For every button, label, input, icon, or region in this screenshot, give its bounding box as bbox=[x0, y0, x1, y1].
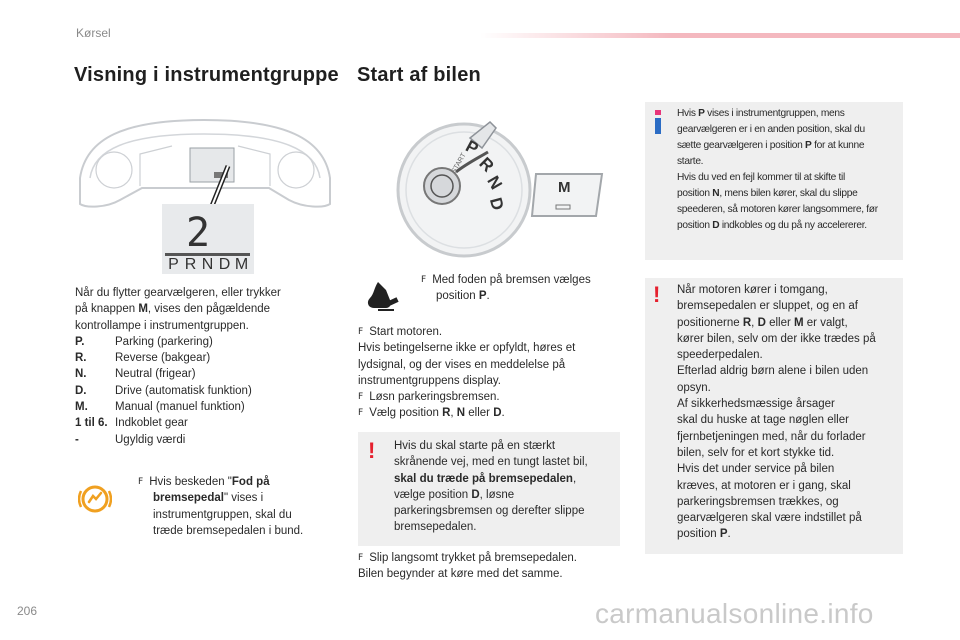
warning-bold: R bbox=[742, 316, 752, 329]
warning-line: Hvis du skal starte på en stærkt bbox=[394, 440, 556, 452]
warning-line: positionerne bbox=[677, 316, 743, 329]
selector-letter: D bbox=[485, 195, 508, 213]
gear-digit-display: 2 bbox=[186, 210, 211, 256]
warning-line: bremsepedalen. bbox=[394, 521, 477, 534]
info-bold: P bbox=[805, 140, 812, 151]
gear-key: - bbox=[75, 433, 79, 446]
bullet: F bbox=[358, 408, 364, 419]
info-bold: P bbox=[698, 108, 705, 119]
bullet: F bbox=[421, 275, 427, 285]
gear-label: Manual (manuel funktion) bbox=[115, 401, 245, 414]
info-icon bbox=[655, 118, 661, 134]
info-icon-dot bbox=[655, 110, 661, 115]
warning-line: bremsepedalen er sluppet, og en af bbox=[677, 300, 858, 313]
idle-warning-box bbox=[645, 278, 903, 554]
info-line: speederen, så motoren kører langsommere, før bbox=[677, 204, 878, 215]
info-line: , mens bilen kører, skal du slippe bbox=[719, 188, 858, 199]
title-display: Visning i instrumentgruppe bbox=[74, 64, 339, 86]
warning-line: , bbox=[751, 316, 758, 329]
step-text: Med foden på bremsen vælges bbox=[432, 274, 591, 286]
info-bold: D bbox=[712, 220, 720, 231]
step-text: Løsn parkeringsbremsen. bbox=[369, 391, 500, 404]
selector-letter: R bbox=[475, 153, 498, 176]
intro-text: , vises den pågældende bbox=[147, 303, 271, 316]
warning-line: , løsne bbox=[479, 488, 515, 501]
step-text: Hvis betingelserne ikke er opfyldt, høres et bbox=[358, 342, 576, 355]
info-line: starte. bbox=[677, 156, 704, 167]
warning-line: , bbox=[572, 472, 577, 485]
intro-paragraph bbox=[75, 285, 315, 334]
warning-line: parkeringsbremsen trækkes, og bbox=[677, 495, 839, 508]
warning-line: er valgt, bbox=[803, 316, 848, 329]
info-line: vises i instrumentgruppen, mens bbox=[704, 108, 845, 119]
step-bold: P bbox=[478, 290, 487, 303]
step-text: eller bbox=[465, 407, 494, 420]
gear-key: D. bbox=[75, 384, 87, 397]
start-label: START bbox=[450, 152, 468, 175]
gear-selector-illustration bbox=[396, 112, 532, 264]
selector-letter: N bbox=[483, 172, 506, 193]
gear-letter: P bbox=[165, 253, 182, 274]
slope-warning-text bbox=[394, 438, 616, 536]
info-line: gearvælgeren er i en anden position, skal du bbox=[677, 124, 865, 135]
note-bold: bremsepedal bbox=[153, 492, 224, 505]
info-bold: N bbox=[712, 188, 720, 199]
brake-pedal-warning-icon bbox=[78, 482, 112, 516]
note-bold: Fod på bbox=[231, 476, 270, 488]
gear-label: Neutral (frigear) bbox=[115, 368, 196, 381]
foot-brake-step bbox=[421, 272, 621, 305]
gear-row bbox=[75, 366, 315, 382]
gear-label: Reverse (bakgear) bbox=[115, 352, 211, 365]
warning-bold: skal du træde på bremsepedalen bbox=[394, 472, 573, 485]
warning-bold: D bbox=[471, 488, 480, 501]
warning-line: parkeringsbremsen og derefter slippe bbox=[394, 505, 585, 518]
brake-message-note bbox=[138, 474, 328, 539]
warning-bold: M bbox=[794, 316, 804, 329]
gear-key: P. bbox=[75, 335, 85, 348]
bullet: F bbox=[138, 477, 144, 487]
gear-row bbox=[75, 350, 315, 366]
step-bold: D bbox=[493, 407, 502, 420]
gear-key: R. bbox=[75, 352, 87, 365]
gear-letter: R bbox=[182, 253, 199, 274]
release-brake-step bbox=[358, 550, 623, 583]
intro-key: M bbox=[138, 303, 148, 316]
info-line: position bbox=[677, 220, 713, 231]
warning-line: Når motoren kører i tomgang, bbox=[677, 284, 828, 296]
note-text: " vises i bbox=[223, 492, 264, 505]
gear-label: Parking (parkering) bbox=[115, 335, 213, 348]
start-steps bbox=[358, 324, 623, 422]
step-text: instrumentgruppens display. bbox=[358, 374, 501, 387]
warning-line: vælge position bbox=[394, 488, 472, 501]
step-text: position bbox=[436, 290, 479, 303]
info-line: Hvis bbox=[677, 108, 699, 119]
warning-line: skrånende vej, med en tungt lastet bil, bbox=[394, 456, 588, 469]
gear-key: M. bbox=[75, 401, 88, 414]
warning-bold: D bbox=[757, 316, 766, 329]
warning-icon: ! bbox=[368, 438, 376, 463]
warning-line: Hvis det under service på bilen bbox=[677, 463, 835, 476]
gear-label: Ugyldig værdi bbox=[115, 433, 186, 446]
gear-key: 1 til 6. bbox=[75, 417, 108, 430]
foot-on-brake-icon bbox=[364, 280, 402, 314]
note-text: Hvis beskeden " bbox=[149, 476, 232, 488]
step-bold: R bbox=[442, 407, 451, 420]
gear-row bbox=[75, 399, 315, 415]
warning-bold: P bbox=[719, 528, 728, 541]
gear-row bbox=[75, 383, 315, 399]
manual-button-label: M bbox=[558, 179, 571, 196]
intro-line: kontrollampe i instrumentgruppen. bbox=[75, 319, 249, 332]
warning-line: opsyn. bbox=[677, 381, 711, 394]
step-text: . bbox=[486, 290, 490, 303]
warning-line: position bbox=[677, 528, 720, 541]
idle-warning-text bbox=[677, 282, 901, 543]
gear-row bbox=[75, 334, 315, 350]
warning-line: skal du huske at tage nøglen eller bbox=[677, 414, 849, 427]
step-text: Vælg position bbox=[369, 407, 443, 420]
warning-line: Efterlad aldrig børn alene i bilen uden bbox=[677, 365, 869, 378]
step-text: . bbox=[501, 407, 505, 420]
info-box bbox=[645, 102, 903, 260]
title-start: Start af bilen bbox=[357, 64, 481, 86]
step-text: Start motoren. bbox=[369, 326, 443, 338]
step-bold: N bbox=[456, 407, 466, 420]
watermark: carmanualsonline.info bbox=[595, 598, 874, 629]
selector-letter: P bbox=[462, 136, 482, 159]
step-text: lydsignal, og der vises en meddelelse på bbox=[358, 358, 566, 371]
note-line: instrumentgruppen, skal du bbox=[153, 508, 292, 521]
header-accent-bar bbox=[480, 33, 960, 38]
step-text: , bbox=[450, 407, 457, 420]
bullet: F bbox=[358, 553, 364, 563]
gear-key: N. bbox=[75, 368, 87, 381]
gear-letter: D bbox=[216, 253, 233, 274]
gear-letter-strip bbox=[165, 253, 250, 274]
gear-row bbox=[75, 415, 315, 431]
warning-icon: ! bbox=[653, 282, 661, 307]
warning-line: kører bilen, selv om der ikke trædes på bbox=[677, 332, 876, 345]
warning-line: . bbox=[727, 528, 731, 541]
note-line: træde bremsepedalen i bund. bbox=[153, 524, 304, 537]
bullet: F bbox=[358, 327, 364, 337]
section-label: Kørsel bbox=[76, 26, 111, 40]
warning-line: fjernbetjeningen med, når du forlader bbox=[677, 430, 866, 443]
warning-line: Af sikkerhedsmæssige årsager bbox=[677, 398, 835, 411]
warning-line: eller bbox=[765, 316, 794, 329]
info-line: Hvis du ved en fejl kommer til at skifte til bbox=[677, 172, 845, 183]
bullet: F bbox=[358, 392, 364, 403]
info-text bbox=[677, 106, 901, 234]
info-line: for at kunne bbox=[811, 140, 865, 151]
page-number: 206 bbox=[17, 604, 38, 618]
gear-row bbox=[75, 432, 315, 448]
warning-line: kræves, at motoren er i gang, skal bbox=[677, 479, 851, 492]
warning-line: bilen, selv for et kort stykke tid. bbox=[677, 446, 835, 459]
slope-warning-box bbox=[358, 432, 620, 546]
warning-line: gearvælgeren skal være indstillet på bbox=[677, 512, 862, 525]
gear-letter: N bbox=[199, 253, 216, 274]
gear-label: Indkoblet gear bbox=[115, 417, 188, 430]
gear-explanation bbox=[75, 285, 315, 448]
gear-label: Drive (automatisk funktion) bbox=[115, 384, 252, 397]
step-text: Bilen begynder at køre med det samme. bbox=[358, 568, 563, 581]
warning-line: speederpedalen. bbox=[677, 349, 763, 362]
info-line: indkobles og du på ny accelererer. bbox=[719, 220, 867, 231]
info-line: sætte gearvælgeren i position bbox=[677, 140, 806, 151]
info-line: position bbox=[677, 188, 713, 199]
step-text: Slip langsomt trykket på bremsepedalen. bbox=[369, 552, 577, 564]
gear-letter: M bbox=[233, 253, 250, 274]
intro-line: Når du flytter gearvælgeren, eller trykker bbox=[75, 287, 281, 299]
intro-text: på knappen bbox=[75, 303, 139, 316]
